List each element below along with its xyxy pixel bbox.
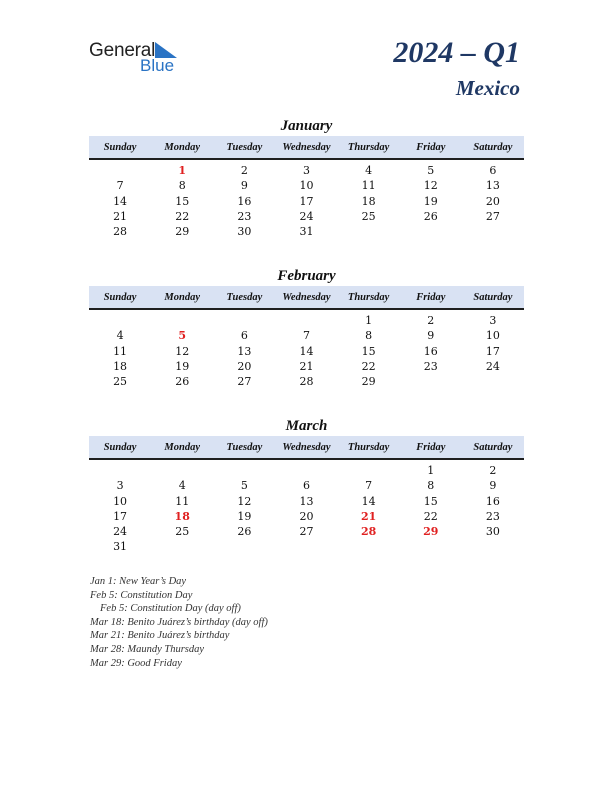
page-subtitle: Mexico [455, 76, 520, 100]
day-cell: 28 [113, 225, 128, 239]
day-cell [151, 313, 213, 328]
holiday-note: Mar 29: Good Friday [90, 657, 182, 669]
day-cell [213, 539, 275, 554]
day-cell: 3 [489, 314, 497, 327]
day-cell: 27 [485, 209, 500, 223]
day-cell: 11 [361, 179, 376, 193]
day-cell: 2 [427, 314, 435, 327]
day-cell: 12 [237, 494, 252, 508]
month-name: March [285, 418, 328, 434]
day-cell: 4 [365, 164, 373, 177]
week-row [89, 463, 524, 478]
weeks-grid [89, 310, 524, 389]
day-cell: 28 [299, 375, 314, 389]
day-cell: 22 [423, 509, 438, 523]
page-title: 2024 – Q1 [393, 36, 520, 69]
day-cell: 20 [299, 509, 314, 523]
weeks-grid [89, 460, 524, 555]
week-row [89, 313, 524, 328]
day-cell: 25 [361, 209, 376, 223]
day-cell [151, 463, 213, 478]
day-cell: 19 [237, 509, 252, 523]
week-row [89, 524, 524, 539]
day-cell: 1 [427, 464, 435, 477]
week-row [89, 328, 524, 343]
day-cell: 3 [302, 164, 310, 177]
day-cell [400, 374, 462, 389]
holiday-notes [90, 575, 390, 670]
month-name: February [277, 268, 336, 284]
day-cell: 5 [178, 329, 187, 343]
week-row [89, 539, 524, 554]
day-cell: 19 [175, 359, 190, 373]
weekday-label: Saturday [473, 141, 513, 153]
day-cell: 30 [237, 225, 252, 239]
day-cell: 8 [365, 329, 373, 343]
day-cell: 18 [361, 194, 376, 208]
weekday-label: Saturday [473, 291, 513, 303]
week-row [89, 374, 524, 389]
weekday-label: Thursday [347, 141, 390, 153]
day-cell: 20 [485, 194, 500, 208]
day-cell: 21 [113, 209, 128, 223]
day-cell: 9 [240, 179, 248, 193]
day-cell: 26 [237, 525, 252, 539]
weekday-label: Sunday [103, 141, 137, 153]
day-cell: 18 [113, 359, 128, 373]
day-cell: 9 [489, 479, 497, 493]
holiday-note: Mar 28: Maundy Thursday [90, 643, 205, 655]
day-cell: 4 [178, 479, 186, 493]
holiday-note: Mar 18: Benito Juárez’s birthday (day off) [90, 616, 268, 628]
day-cell [275, 463, 337, 478]
week-row [89, 478, 524, 493]
day-cell: 15 [175, 194, 190, 208]
day-cell: 1 [178, 164, 187, 177]
day-cell: 17 [113, 509, 128, 523]
day-cell: 5 [427, 164, 435, 177]
day-cell: 6 [240, 329, 248, 343]
day-cell: 10 [113, 494, 128, 508]
day-cell: 2 [240, 164, 248, 177]
month-name: January [280, 118, 333, 134]
weekday-label: Monday [164, 141, 200, 153]
day-cell: 31 [113, 540, 128, 554]
day-cell: 27 [237, 375, 252, 389]
day-cell: 16 [237, 194, 252, 208]
day-cell: 11 [113, 344, 128, 358]
day-cell: 13 [299, 494, 314, 508]
day-cell [89, 313, 151, 328]
day-cell: 29 [175, 225, 190, 239]
weekday-label: Sunday [103, 441, 137, 453]
weekday-label: Friday [416, 291, 446, 303]
day-cell: 7 [365, 479, 373, 493]
logo-text-general: General [89, 40, 156, 61]
day-cell [338, 463, 400, 478]
day-cell: 16 [485, 494, 500, 508]
day-cell: 25 [175, 525, 190, 539]
day-cell: 2 [489, 464, 497, 477]
day-cell: 10 [485, 329, 500, 343]
day-cell: 14 [361, 494, 376, 508]
day-cell [213, 313, 275, 328]
day-cell [213, 463, 275, 478]
weekday-label: Friday [416, 141, 446, 153]
weekday-label: Friday [416, 441, 446, 453]
weekday-label: Saturday [473, 441, 513, 453]
holiday-note: Mar 21: Benito Juárez’s birthday [90, 630, 230, 642]
month-calendar-1 [89, 266, 524, 389]
holiday-note: Feb 5: Constitution Day (day off) [100, 603, 241, 615]
week-row [89, 178, 524, 193]
day-cell: 26 [175, 375, 190, 389]
day-cell: 5 [240, 479, 248, 493]
day-cell: 28 [360, 525, 377, 539]
day-cell: 10 [299, 179, 314, 193]
week-row [89, 209, 524, 224]
week-row [89, 194, 524, 209]
day-cell: 24 [299, 209, 314, 223]
day-cell: 13 [485, 179, 500, 193]
day-cell: 11 [175, 494, 190, 508]
day-cell: 25 [113, 375, 128, 389]
day-cell: 7 [302, 329, 310, 343]
weekday-header-row [89, 286, 524, 310]
week-row [89, 224, 524, 239]
day-cell [89, 163, 151, 178]
day-cell [462, 539, 524, 554]
day-cell: 12 [423, 179, 438, 193]
holiday-note: Jan 1: New Year’s Day [90, 576, 187, 587]
weekday-header-row [89, 436, 524, 460]
week-row [89, 344, 524, 359]
week-row [89, 359, 524, 374]
day-cell: 30 [485, 525, 500, 539]
brand-logo [89, 40, 189, 76]
logo-text-blue: Blue [140, 56, 175, 75]
day-cell: 12 [175, 344, 190, 358]
weekday-label: Tuesday [226, 441, 263, 453]
day-cell: 23 [423, 359, 438, 373]
day-cell: 29 [423, 525, 439, 539]
day-cell: 21 [299, 359, 314, 373]
day-cell: 9 [427, 329, 435, 343]
day-cell [400, 224, 462, 239]
day-cell: 17 [299, 194, 314, 208]
day-cell [151, 539, 213, 554]
week-row [89, 494, 524, 509]
day-cell: 13 [237, 344, 252, 358]
weekday-label: Tuesday [226, 141, 263, 153]
day-cell: 3 [116, 479, 124, 493]
week-row [89, 509, 524, 524]
day-cell: 16 [423, 344, 438, 358]
day-cell: 22 [175, 209, 190, 223]
month-calendar-0 [89, 116, 524, 239]
holiday-note: Feb 5: Constitution Day [90, 589, 193, 601]
day-cell: 14 [113, 194, 128, 208]
day-cell: 8 [427, 479, 435, 493]
weekday-label: Wednesday [282, 141, 331, 153]
day-cell [338, 539, 400, 554]
day-cell: 27 [299, 525, 314, 539]
day-cell [462, 224, 524, 239]
day-cell: 21 [360, 509, 377, 523]
day-cell: 15 [361, 344, 376, 358]
day-cell: 7 [116, 179, 124, 193]
day-cell: 1 [365, 314, 373, 327]
day-cell: 24 [485, 359, 500, 373]
day-cell [275, 313, 337, 328]
day-cell: 19 [423, 194, 438, 208]
day-cell: 6 [489, 164, 497, 177]
day-cell: 15 [423, 494, 438, 508]
day-cell [275, 539, 337, 554]
day-cell: 26 [423, 209, 438, 223]
day-cell [89, 463, 151, 478]
weekday-label: Thursday [347, 441, 390, 453]
weekday-label: Wednesday [282, 291, 331, 303]
weekday-label: Thursday [347, 291, 390, 303]
weekday-header-row [89, 136, 524, 160]
day-cell: 20 [237, 359, 252, 373]
week-row [89, 163, 524, 178]
day-cell: 31 [299, 225, 314, 239]
day-cell [462, 374, 524, 389]
day-cell [400, 539, 462, 554]
weekday-label: Monday [164, 291, 200, 303]
day-cell: 22 [361, 359, 376, 373]
weekday-label: Wednesday [282, 441, 331, 453]
day-cell: 24 [113, 525, 128, 539]
day-cell: 23 [485, 509, 500, 523]
day-cell: 23 [237, 209, 252, 223]
day-cell: 4 [116, 329, 124, 343]
day-cell: 17 [485, 344, 500, 358]
weekday-label: Monday [164, 441, 200, 453]
weekday-label: Sunday [103, 291, 137, 303]
day-cell: 14 [299, 344, 314, 358]
day-cell [338, 224, 400, 239]
weekday-label: Tuesday [226, 291, 263, 303]
day-cell: 6 [302, 479, 310, 493]
weeks-grid [89, 160, 524, 239]
month-calendar-2 [89, 416, 524, 555]
day-cell: 29 [361, 375, 376, 389]
day-cell: 18 [174, 509, 190, 523]
day-cell: 8 [178, 179, 186, 193]
